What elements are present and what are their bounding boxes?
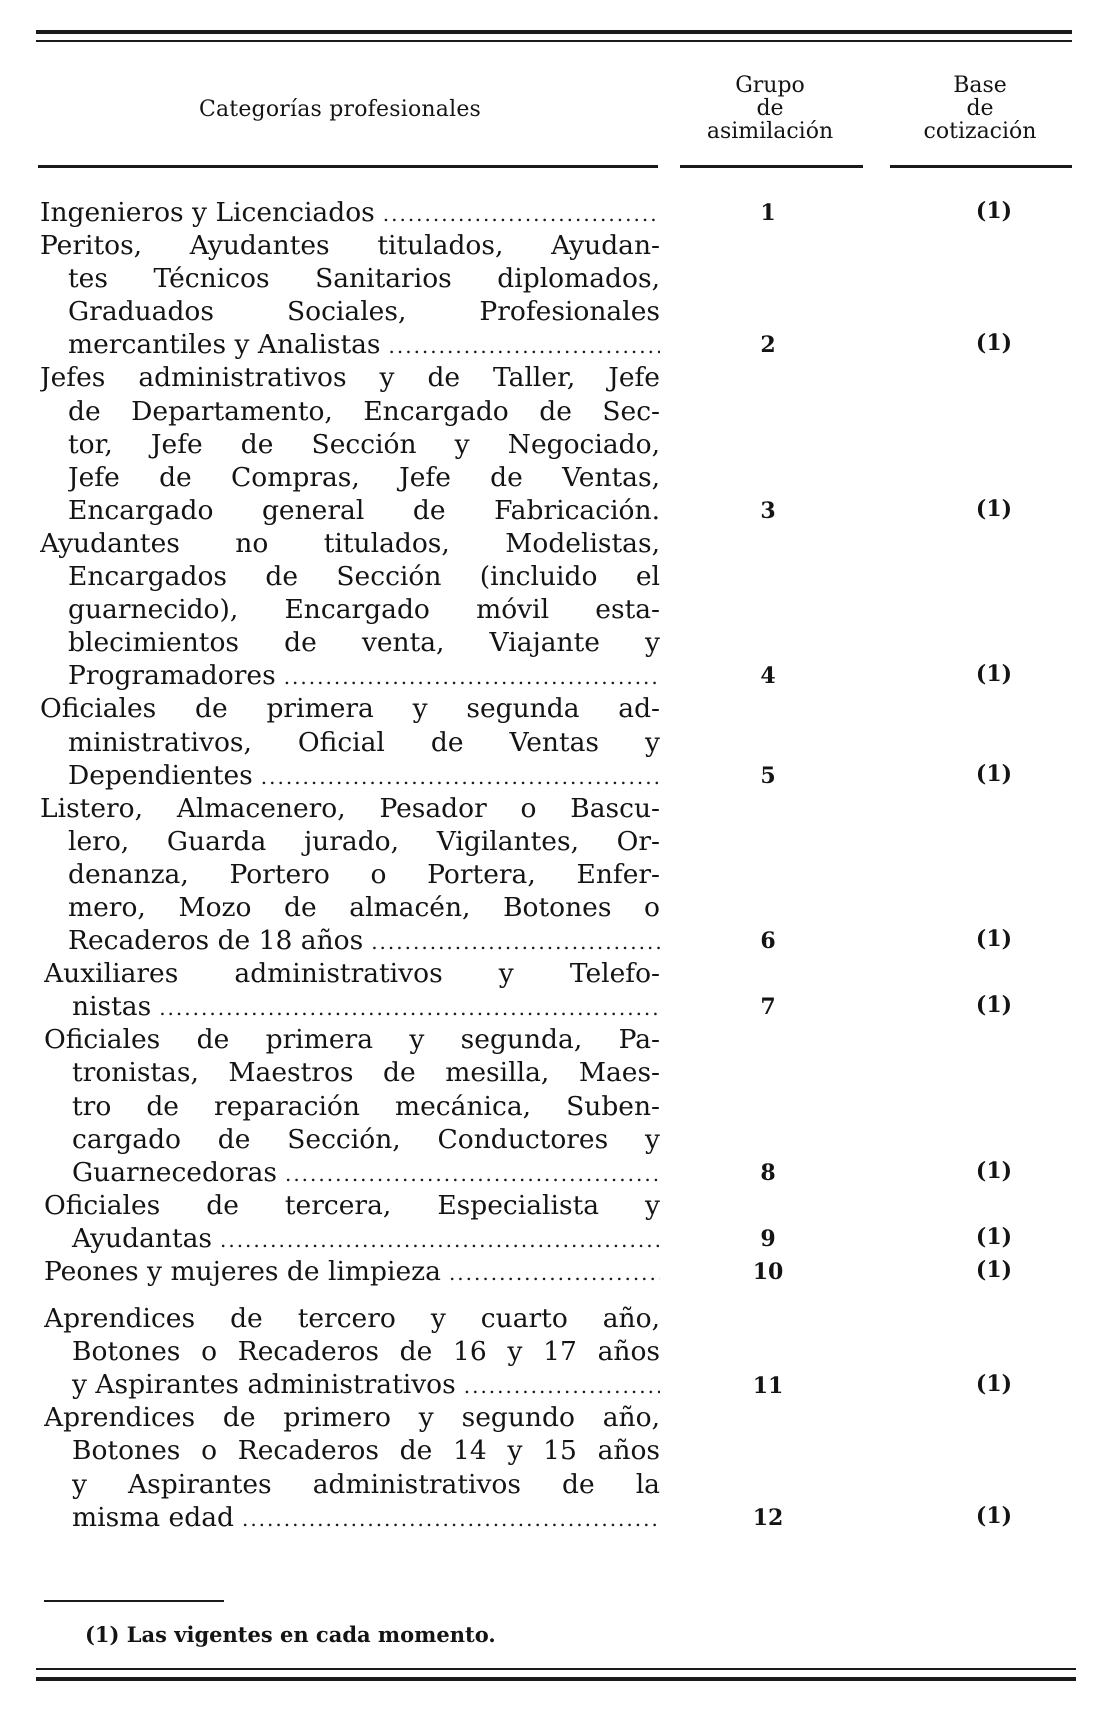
category-line [40,527,660,560]
leader-dots [464,1370,660,1403]
category-line-text: nistas [72,991,152,1023]
grupo-value: 6 [760,928,776,955]
grupo-value: 7 [760,994,776,1021]
category-line [68,659,660,692]
category-line [68,262,660,295]
bottom-rule-thin [36,1668,1076,1670]
category-line [72,1434,660,1467]
category-line-text: mercantiles y Analistas [68,329,381,361]
leader-dots [220,1224,660,1257]
header-base-line1: Base [953,73,1007,98]
category-line-text: Recaderos de 18 años [68,925,364,957]
grupo-value: 2 [760,332,776,359]
category-line [72,1368,660,1401]
category-line-text: Oficiales de primera y segunda, Pa- [44,1024,660,1056]
category-line [44,1189,660,1222]
category-line-text: Peones y mujeres de limpieza [44,1256,441,1287]
category-line-text: ministrativos, Oficial de Ventas y [68,726,660,758]
grupo-value: 1 [760,200,776,226]
category-line-text: Dependientes [68,759,253,791]
category-line [40,692,660,725]
grupo-value: 4 [760,663,776,690]
category-line-text: Botones o Recaderos de 16 y 17 años [72,1336,660,1368]
category-line [72,990,660,1023]
category-line [72,1222,660,1255]
category-line [68,759,660,792]
category-line [72,1056,660,1089]
header-grupo-line1: Grupo [735,73,805,98]
category-line-text: tro de reparación mecánica, Suben- [72,1090,660,1122]
grupo-value: 12 [752,1504,784,1531]
category-line-text: Encargados de Sección (incluido el [68,561,660,593]
category-line [40,229,660,262]
category-line-text: Peritos, Ayudantes titulados, Ayudan- [40,230,660,262]
header-grupo-line2: de [756,96,784,121]
category-line [68,726,660,759]
base-value: (1) [975,760,1013,787]
category-line-text: tor, Jefe de Sección y Negociado, [68,428,660,460]
category-line [72,1335,660,1368]
base-value: (1) [975,992,1013,1019]
category-line [68,626,660,659]
grupo-value: 5 [760,762,776,789]
base-value: (1) [975,198,1013,224]
category-line [68,825,660,858]
base-value: (1) [975,495,1013,522]
category-line [68,428,660,461]
leader-dots [261,761,660,794]
category-line [72,1123,660,1156]
leader-dots [371,926,660,959]
category-line [72,1501,660,1534]
category-line-text: misma edad [72,1501,234,1533]
footnote-rule [44,1600,224,1602]
leader-dots [449,1257,660,1290]
row-spacer [40,1288,660,1302]
category-line-text: tes Técnicos Sanitarios diplomados, [68,263,660,295]
header-base [885,74,1075,143]
category-line-text: de Departamento, Encargado de Sec- [68,395,660,427]
grupo-value: 10 [752,1259,784,1286]
category-line [68,560,660,593]
category-line-text: Programadores [68,660,276,692]
category-line-text: Auxiliares administrativos y Telefo- [44,958,660,990]
base-value: (1) [975,926,1013,953]
categorias-list [40,196,660,1534]
base-value: (1) [975,330,1013,357]
base-value: (1) [975,1370,1013,1397]
category-line [40,361,660,394]
category-line-text: y Aspirantes administrativos de la [72,1468,660,1500]
category-line-text: Graduados Sociales, Profesionales [68,296,660,328]
category-line-text: Ayudantes no titulados, Modelistas, [40,527,660,559]
category-line-text: Jefes administrativos y de Taller, Jefe [40,362,660,394]
category-line [72,1090,660,1123]
top-rule-thick [36,30,1072,34]
leader-dots [383,198,660,231]
category-line-text: guarnecido), Encargado móvil esta- [68,594,660,626]
category-line-text: Jefe de Compras, Jefe de Ventas, [68,461,660,493]
base-value: (1) [975,661,1013,688]
header-rule-base [890,165,1072,168]
bottom-rule-thick [36,1677,1076,1681]
category-line [44,1401,660,1434]
grupo-value: 9 [760,1226,776,1253]
category-line [68,295,660,328]
header-categorias: Categorías profesionales [198,97,482,122]
header-base-line2: de [966,96,994,121]
category-line-text: y Aspirantes administrativos [72,1369,456,1401]
category-line-text: Oficiales de tercera, Especialista y [44,1189,660,1221]
category-line-text: lero, Guarda jurado, Vigilantes, Or- [68,825,660,857]
header-grupo [675,74,865,143]
leader-dots [159,992,660,1025]
top-rule-thin [36,40,1072,42]
category-line-text: blecimientos de venta, Viajante y [68,627,660,659]
category-line-text: Oficiales de primera y segunda ad- [40,693,660,725]
category-line-text: Encargado general de Fabricación. [68,494,660,526]
header-rule-grupo [680,165,863,168]
category-line [68,924,660,957]
category-line [72,1156,660,1189]
category-line-text: mero, Mozo de almacén, Botones o [68,891,660,923]
category-line [44,1023,660,1056]
category-line-text: cargado de Sección, Conductores y [72,1123,660,1155]
category-line-text: Aprendices de tercero y cuarto año, [44,1303,660,1335]
category-line-text: tronistas, Maestros de mesilla, Maes- [72,1057,660,1089]
header-rule-categorias [38,165,658,168]
category-line [68,461,660,494]
category-line [68,494,660,527]
category-line [44,1255,660,1288]
category-line [44,1302,660,1335]
leader-dots [242,1503,660,1536]
footnote: (1) Las vigentes en cada momento. [85,1622,496,1647]
category-line-text: Botones o Recaderos de 14 y 15 años [72,1435,660,1467]
category-line [40,792,660,825]
category-line [44,957,660,990]
category-line-text: denanza, Portero o Portera, Enfer- [68,858,660,890]
base-value: (1) [975,1502,1013,1529]
category-line-text: Listero, Almacenero, Pesador o Bascu- [40,792,660,824]
category-line [68,891,660,924]
base-value: (1) [975,1257,1013,1284]
category-line [72,1468,660,1501]
leader-dots [284,661,660,694]
leader-dots [389,330,661,363]
category-line [68,858,660,891]
category-line [68,328,660,361]
category-line [68,593,660,626]
category-line-text: Guarnecedoras [72,1156,277,1188]
base-value: (1) [975,1157,1013,1184]
grupo-value: 3 [760,497,776,524]
category-line-text: Ingenieros y Licenciados [40,197,375,228]
grupo-value: 8 [760,1159,776,1186]
header-base-line3: cotización [923,119,1037,144]
grupo-value: 11 [752,1372,784,1399]
category-line [68,395,660,428]
header-grupo-line3: asimilación [706,119,834,144]
category-line-text: Ayudantas [72,1222,212,1254]
leader-dots [285,1158,660,1191]
base-value: (1) [975,1224,1013,1251]
category-line-text: Aprendices de primero y segundo año, [44,1402,660,1434]
category-line [40,196,660,229]
